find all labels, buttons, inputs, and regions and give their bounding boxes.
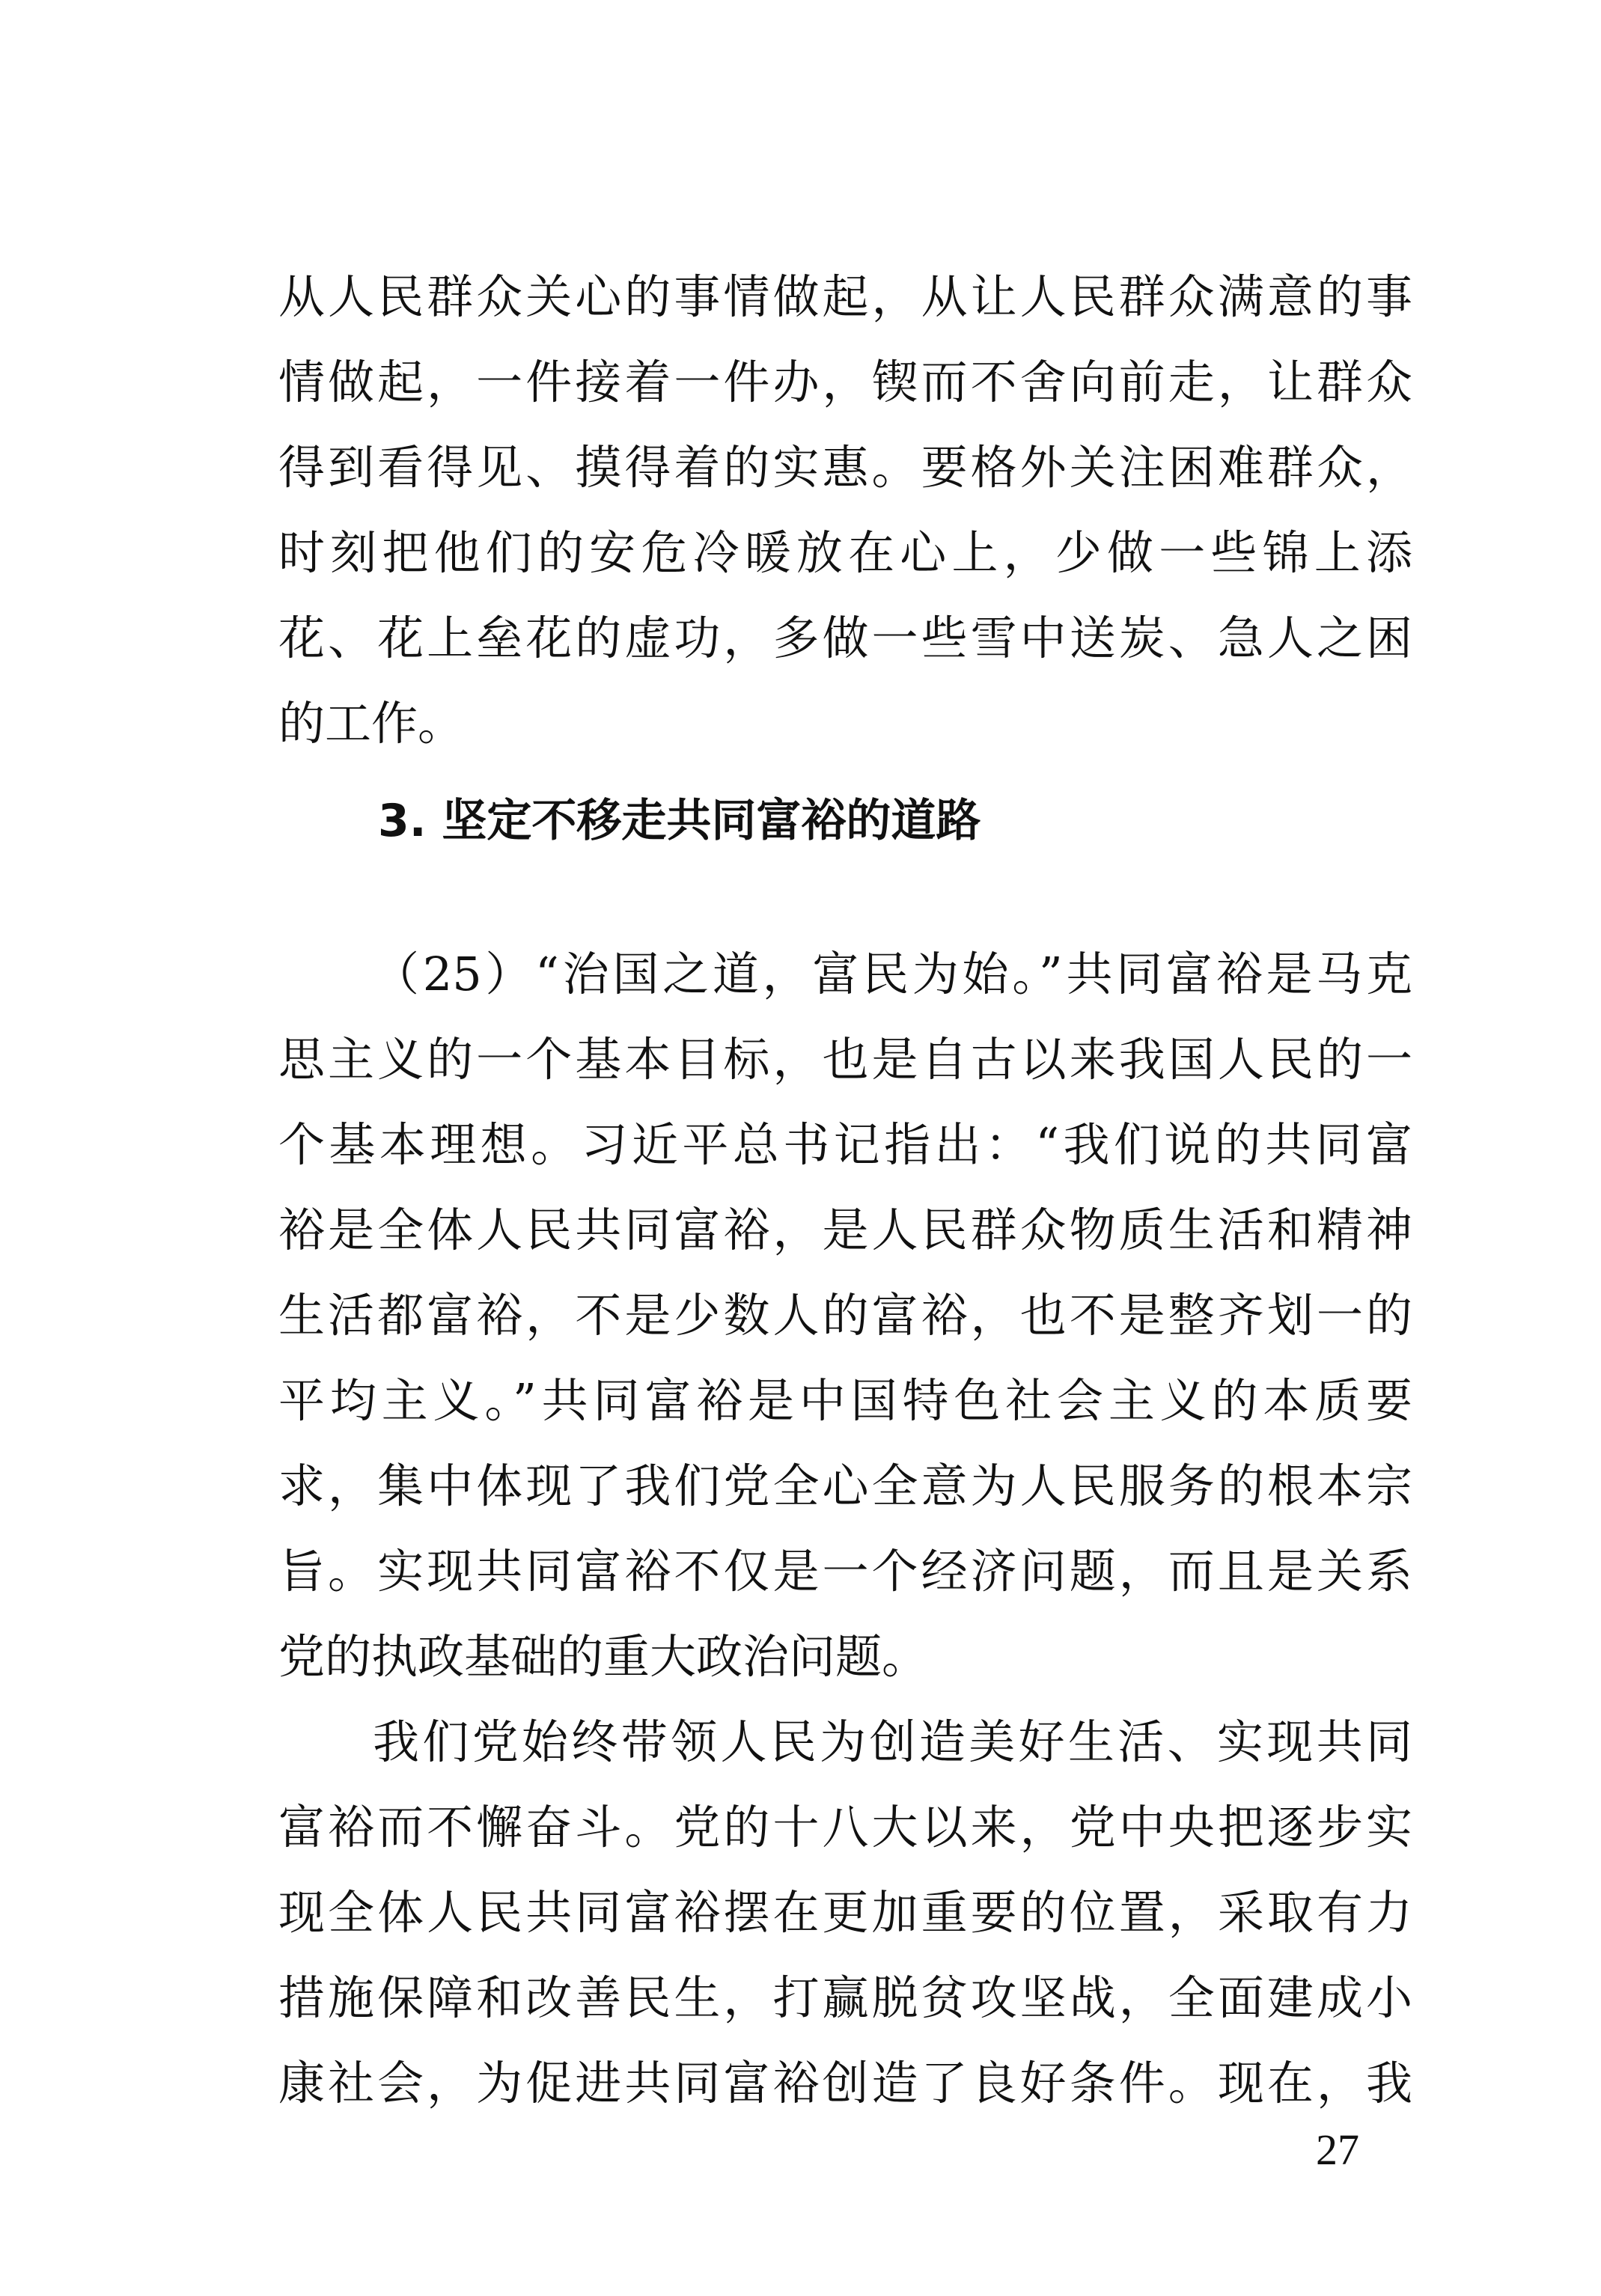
paragraph-line: 富裕而不懈奋斗。党的十八大以来，党中央把逐步实 bbox=[278, 1800, 1412, 1854]
paragraph-line: （25）“治国之道，富民为始。”共同富裕是马克 bbox=[373, 947, 1412, 1001]
paragraph-line: 的工作。 bbox=[278, 696, 465, 751]
paragraph-line: 党的执政基础的重大政治问题。 bbox=[278, 1629, 929, 1684]
paragraph-line: 康社会，为促进共同富裕创造了良好条件。现在，我 bbox=[278, 2056, 1412, 2110]
section-heading: 3. 坚定不移走共同富裕的道路 bbox=[378, 795, 981, 847]
paragraph-continuation bbox=[278, 254, 1412, 766]
paragraph-line: 我们党始终带领人民为创造美好生活、实现共同 bbox=[373, 1715, 1412, 1769]
page-number: 27 bbox=[1316, 2125, 1359, 2174]
paragraph-line: 时刻把他们的安危冷暖放在心上，少做一些锦上添 bbox=[278, 525, 1412, 580]
paragraph-line: 情做起，一件接着一件办，锲而不舍向前走，让群众 bbox=[278, 355, 1412, 409]
paragraph-line: 现全体人民共同富裕摆在更加重要的位置，采取有力 bbox=[278, 1885, 1412, 1940]
paragraph-line: 措施保障和改善民生，打赢脱贫攻坚战，全面建成小 bbox=[278, 1970, 1412, 2025]
paragraph-line: 得到看得见、摸得着的实惠。要格外关注困难群众， bbox=[278, 440, 1412, 495]
paragraph-line: 花、花上垒花的虚功，多做一些雪中送炭、急人之困 bbox=[278, 611, 1412, 665]
paragraph-line: 个基本理想。习近平总书记指出：“我们说的共同富 bbox=[278, 1117, 1412, 1172]
paragraph-line: 旨。实现共同富裕不仅是一个经济问题，而且是关系 bbox=[278, 1544, 1412, 1599]
paragraph-line: 从人民群众关心的事情做起，从让人民群众满意的事 bbox=[278, 269, 1412, 324]
paragraph-line: 生活都富裕，不是少数人的富裕，也不是整齐划一的 bbox=[278, 1288, 1412, 1343]
paragraph-line: 平均主义。”共同富裕是中国特色社会主义的本质要 bbox=[278, 1373, 1412, 1428]
paragraph-next bbox=[278, 1700, 1412, 2126]
paragraph-line: 裕是全体人民共同富裕，是人民群众物质生活和精神 bbox=[278, 1203, 1412, 1257]
paragraph-line: 求，集中体现了我们党全心全意为人民服务的根本宗 bbox=[278, 1459, 1412, 1513]
paragraph-line: 思主义的一个基本目标，也是自古以来我国人民的一 bbox=[278, 1032, 1412, 1087]
paragraph-25 bbox=[278, 932, 1412, 1700]
